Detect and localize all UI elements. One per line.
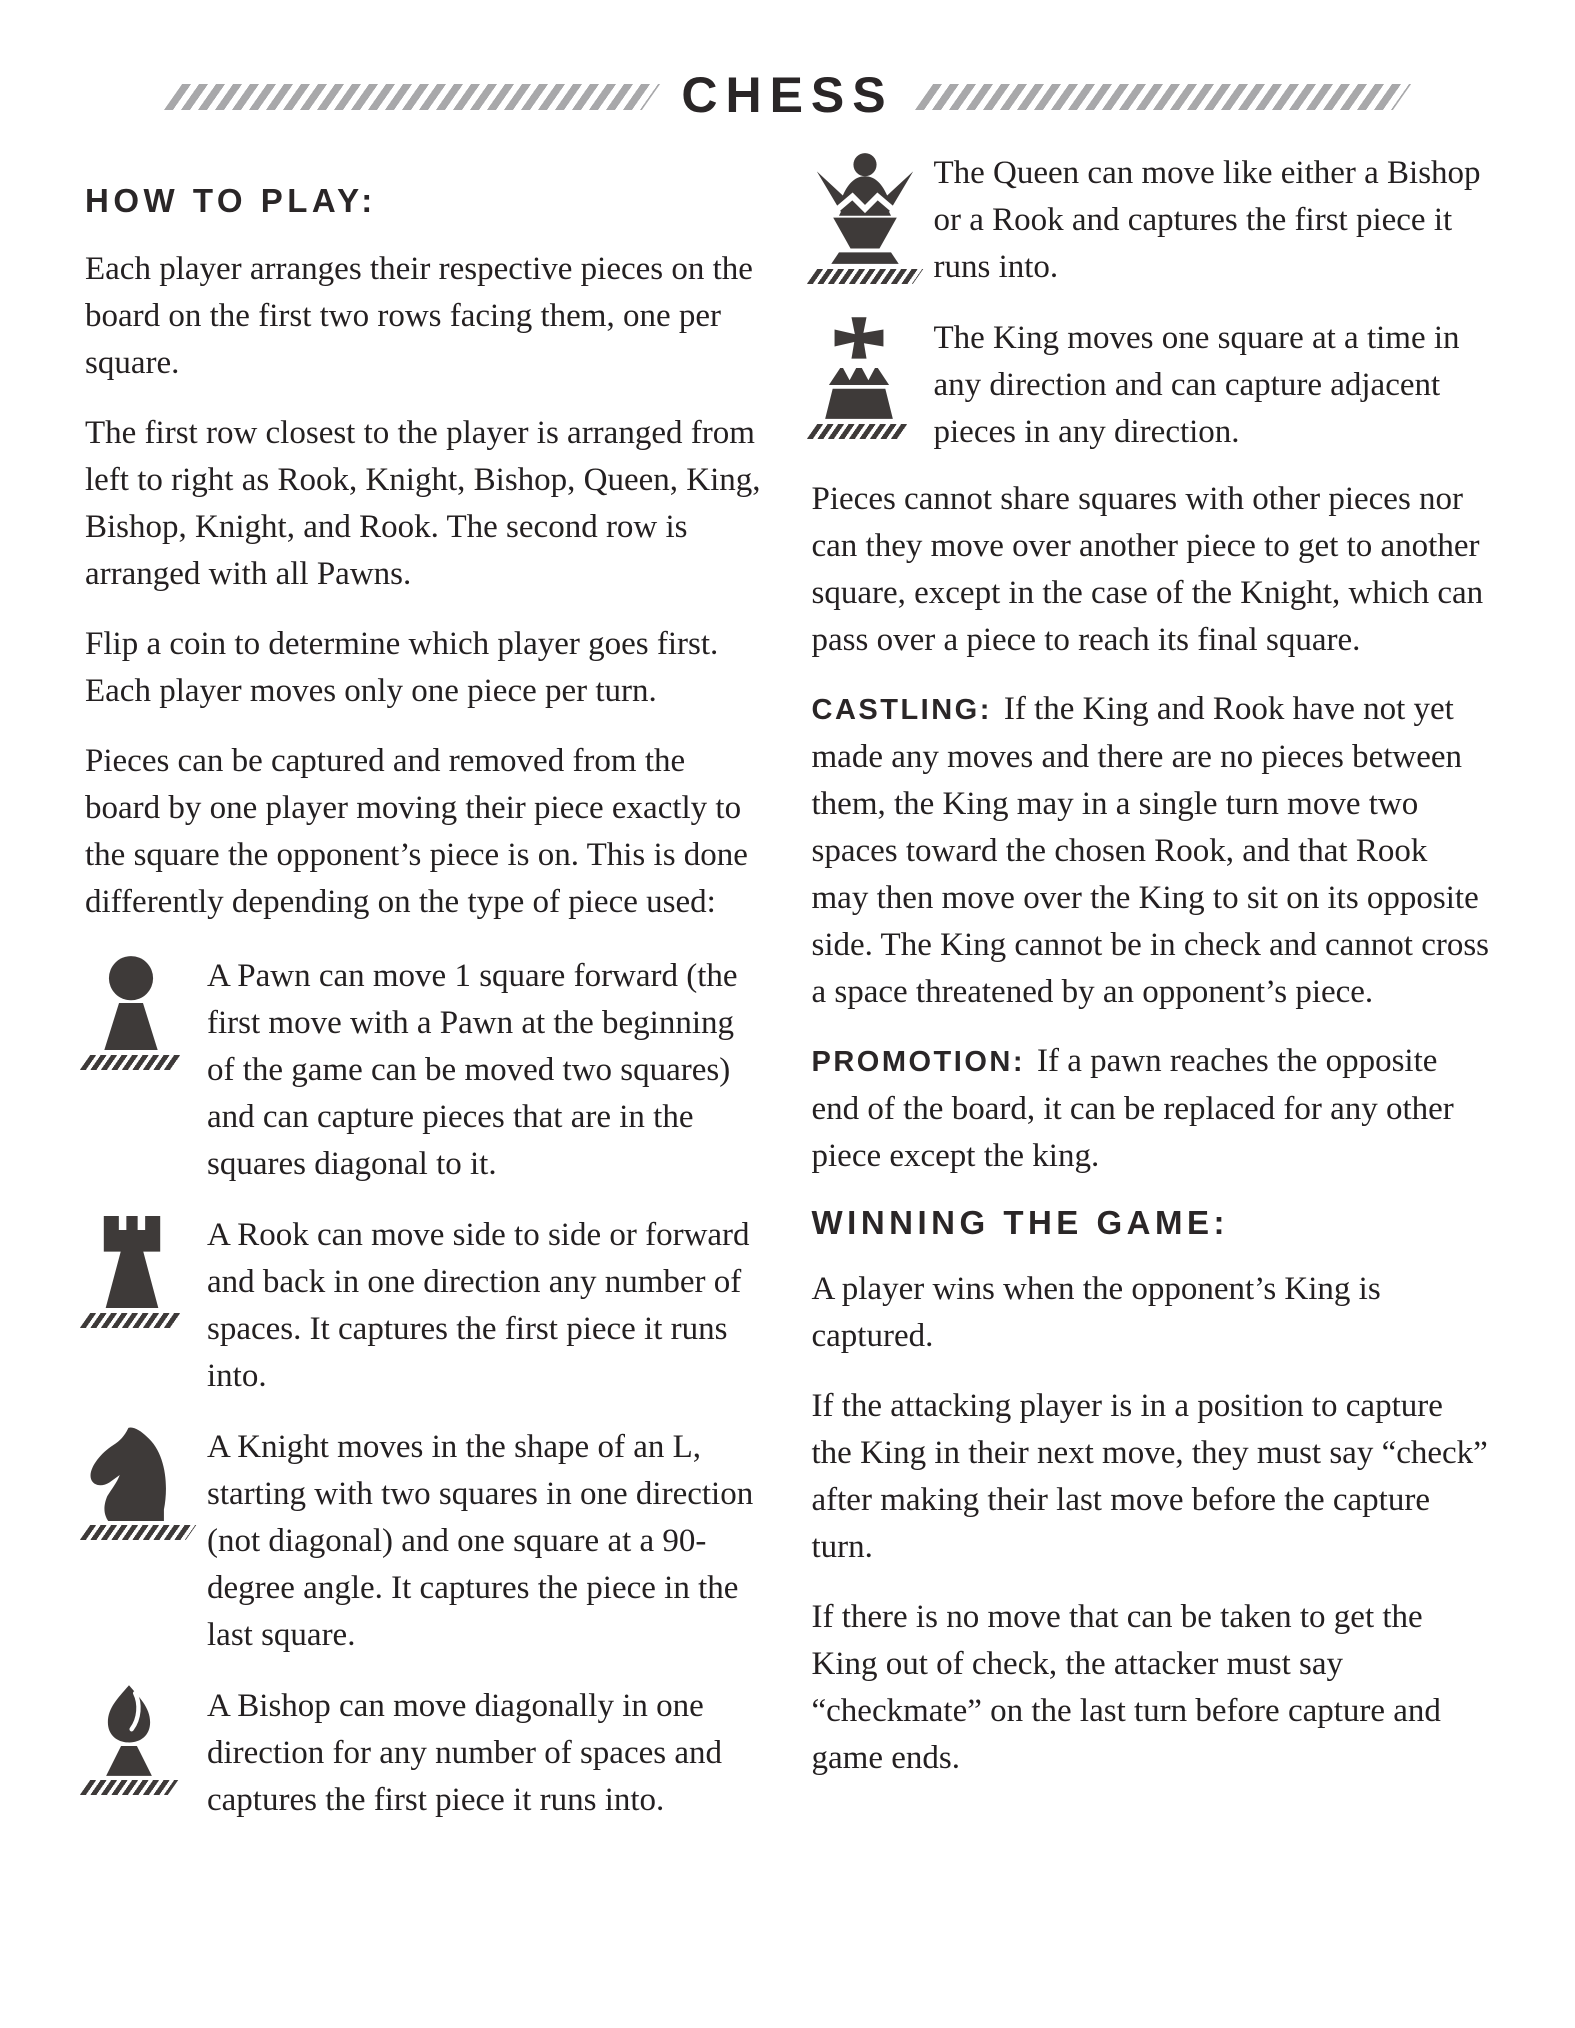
queen-icon: [812, 152, 918, 284]
intro-paragraph-1: Each player arranges their respective pieces on the board on the first two rows facing them, one per square.: [85, 251, 753, 381]
piece-row-queen: [812, 150, 1491, 291]
king-description: The King moves one square at a time in any direction and can capture adjacent pieces in any direction.: [933, 320, 1460, 450]
intro-paragraph-4: Pieces can be captured and removed from the board by one player moving their piece exactly to the square the opponent’s piece is on. This is done differently depending on the type of piece used:: [85, 743, 748, 920]
queen-base-hatch: [806, 269, 923, 284]
winning-paragraph-2: If the attacking player is in a position to capture the King in their next move, they must say “check” after making their last move before the capture turn.: [811, 1388, 1488, 1565]
pawn-icon: [85, 955, 177, 1070]
pawn-base-hatch: [80, 1055, 183, 1070]
promotion-label: PROMOTION:: [811, 1046, 1025, 1078]
content-columns: [0, 134, 1575, 1848]
hatch-bar-right: [915, 84, 1411, 110]
piece-row-knight: [85, 1424, 764, 1659]
intro-paragraph-2: The first row closest to the player is arranged from left to right as Rook, Knight, Bishop, Queen, King, Bishop, Knight, and Rook. The second row is arranged with all Pawns.: [85, 415, 761, 592]
pawn-description: A Pawn can move 1 square forward (the first move with a Pawn at the beginning of the game can be moved two squares) and can capture pieces that are in the squares diagonal to it.: [207, 958, 738, 1182]
castling-text: If the King and Rook have not yet made any moves and there are no pieces between them, the King may in a single turn move two spaces toward the chosen Rook, and that Rook may then move over the King to sit on its opposite side. The King cannot be in check and cannot cross a space threatened by an opponent’s piece.: [811, 691, 1490, 1010]
promotion-text: If a pawn reaches the opposite end of the board, it can be replaced for any other piece except the king.: [811, 1043, 1454, 1174]
knight-description: A Knight moves in the shape of an L, starting with two squares in one direction (not diagonal) and one square at a 90-degree angle. It captures the piece in the last square.: [207, 1429, 754, 1653]
how-to-play-heading: HOW TO PLAY:: [85, 182, 377, 219]
king-icon: [812, 317, 906, 439]
rook-description: A Rook can move side to side or forward and back in one direction any number of spaces. It captures the first piece it runs into.: [207, 1217, 750, 1394]
castling-label: CASTLING:: [811, 694, 992, 726]
piece-row-king: [812, 315, 1491, 456]
piece-row-pawn: [85, 953, 764, 1188]
winning-heading: WINNING THE GAME:: [811, 1204, 1229, 1241]
queen-description: The Queen can move like either a Bishop or a Rook and captures the first piece it runs into.: [933, 155, 1481, 285]
knight-base-hatch: [80, 1525, 197, 1540]
rook-icon: [85, 1214, 179, 1328]
blocking-rules-paragraph: Pieces cannot share squares with other pieces nor can they move over another piece to get to another square, except in the case of the Knight, which can pass over a piece to reach its final square.: [811, 481, 1484, 658]
bishop-description: A Bishop can move diagonally in one direction for any number of spaces and captures the first piece it runs into.: [207, 1688, 722, 1818]
page: [0, 68, 1575, 2028]
rook-base-hatch: [80, 1313, 185, 1328]
hatch-bar-left: [164, 84, 660, 110]
bishop-base-hatch: [80, 1780, 179, 1795]
piece-row-rook: [85, 1212, 764, 1400]
king-base-hatch: [806, 424, 911, 439]
piece-row-bishop: [85, 1683, 764, 1824]
left-column: [85, 134, 764, 1848]
knight-icon: [85, 1426, 191, 1540]
winning-paragraph-3: If there is no move that can be taken to get the King out of check, the attacker must say “checkmate” on the last turn before capture and game ends.: [811, 1599, 1441, 1776]
right-column: [812, 134, 1491, 1848]
winning-paragraph-1: A player wins when the opponent’s King is captured.: [811, 1271, 1381, 1354]
header: [0, 68, 1575, 126]
promotion-paragraph: [812, 1038, 1491, 1180]
intro-paragraph-3: Flip a coin to determine which player goes first. Each player moves only one piece per turn.: [85, 626, 719, 709]
bishop-icon: [85, 1685, 173, 1795]
page-title: CHESS: [681, 67, 894, 123]
castling-paragraph: [812, 686, 1491, 1016]
